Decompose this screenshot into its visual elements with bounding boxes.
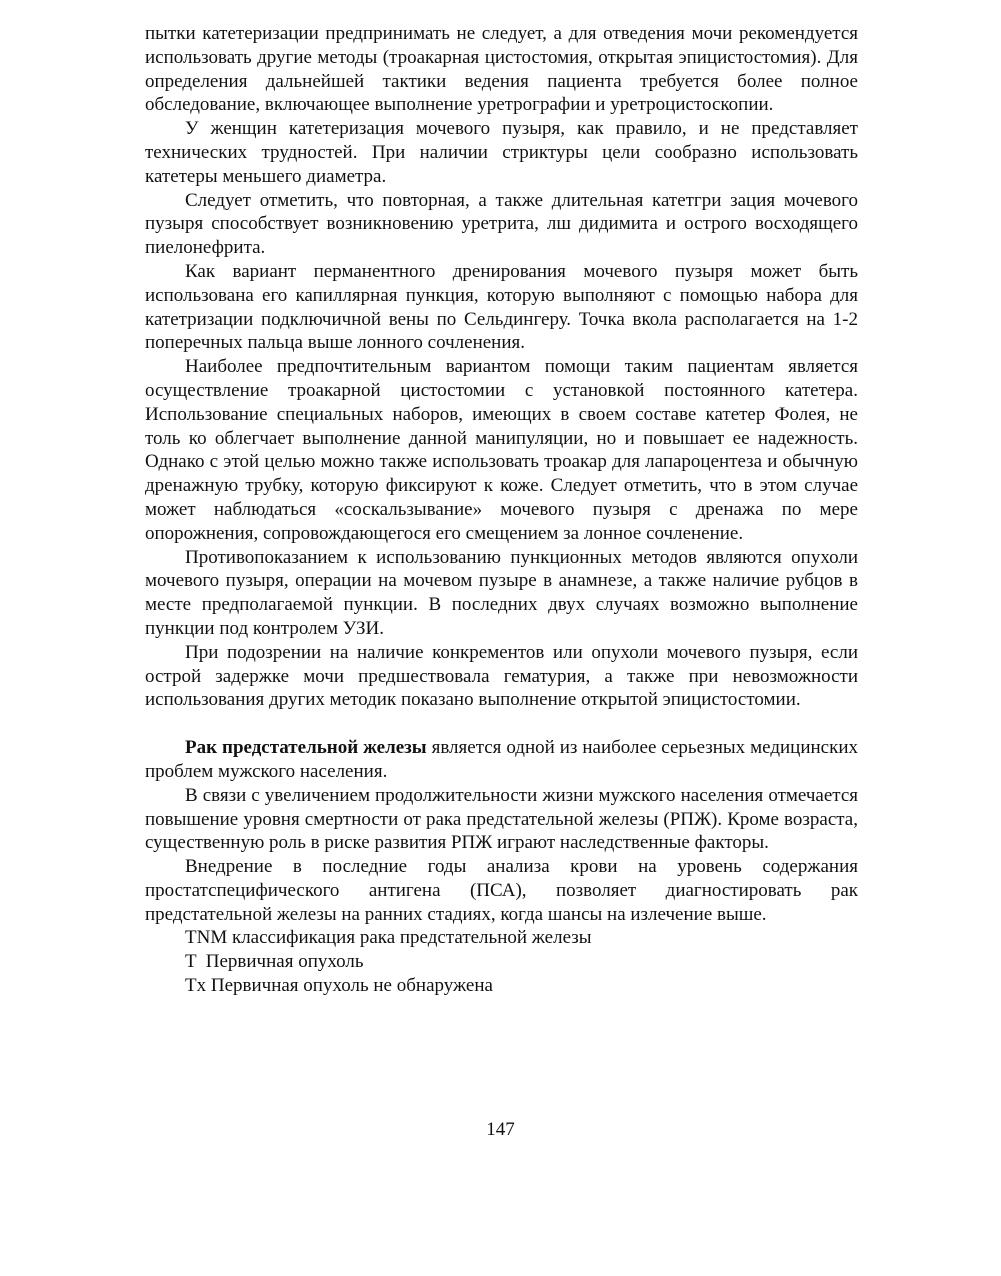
paragraph-capillary-puncture: Как вариант перманентного дренирования мочевого пузыря может быть использована его капиллярная пункция, которую выполняют с помощью набора для катетризации подключичной вены по Сельдингеру. Точка вкола располагается на 1-2 поперечных пальца выше лонного сочленения. bbox=[145, 260, 858, 354]
paragraph-women-catheterization: У женщин катетеризация мочевого пузыря, как правило, и не представляет технических трудностей. При наличии стриктуры цели сообразно использовать катетеры меньшего диаметра. bbox=[145, 118, 858, 187]
page-number: 147 bbox=[486, 1119, 515, 1140]
section-heading-prostate-cancer: Рак предстательной железы bbox=[185, 737, 427, 759]
paragraph-psa: Внедрение в последние годы анализа крови на уровень содержания простатспецифического антигена (ПСА), позволяет диагностировать рак предстательной железы на ранних стадиях, когда шансы на излечение выше. bbox=[145, 856, 858, 925]
paragraph-trocar-cystostomy: Наиболее предпочтительным вариантом помощи таким пациентам является осуществление троакарной цистостомии с установкой постоянного катетера. Использование специальных наборов, имеющих в своем составе катетер Фолея, не толь ко облегчает выполнение данной манипуляции, но и повышает ее надежность. Однако с этой целью можно также использовать троакар для лапароцентеза и обычную дренажную трубку, которую фиксируют к коже. Следует отметить, что в этом случае может наблюдаться «соскальзывание» мочевого пузыря с дренажа по мере опорожнения, сопровождающегося его смещением за лонное сочленение. bbox=[145, 356, 858, 544]
paragraph-catheterization-continuation: пытки катетеризации предпринимать не следует, а для отведения мочи рекомендуется использовать другие методы (троакарная цистостомия, открытая эпицистостомия). Для определения дальнейшей тактики ведения пациента требуется более полное обследование, включающее выполнение уретрографии и уретроцистоскопии. bbox=[145, 23, 858, 116]
tnm-classification-heading: TNM классификация рака предстательной железы bbox=[185, 927, 592, 949]
paragraph-prostate-cancer-text: является одной из наиболее серьезных медицинских проблем мужского населения. bbox=[145, 737, 858, 782]
paragraph-prostate-cancer-intro bbox=[145, 736, 858, 784]
tnm-t-line: T Первичная опухоль bbox=[185, 951, 364, 973]
paragraph-repeated-catheterization: Следует отметить, что повторная, а также длительная катетгри зация мочевого пузыря способствует возникновению уретрита, лш дидимита и острого восходящего пиелонефрита. bbox=[145, 189, 858, 259]
document-page bbox=[145, 22, 858, 998]
tnm-tx-line: Tx Первичная опухоль не обнаружена bbox=[185, 975, 493, 997]
paragraph-contraindications: Противопоказанием к использованию пункционных методов являются опухоли мочевого пузыря, операции на мочевом пузыре в анамнезе, а также наличие рубцов в месте предполагаемой пункции. В последних двух случаях возможно выполнение пункции под контролем УЗИ. bbox=[145, 546, 858, 639]
paragraph-mortality: В связи с увеличением продолжительности жизни мужского населения отмечается повышение уровня смертности от рака предстательной железы (РПЖ). Кроме возраста, существенную роль в риске развития РПЖ играют наследственные факторы. bbox=[145, 784, 858, 854]
paragraph-open-epicystostomy: При подозрении на наличие конкрементов или опухоли мочевого пузыря, если острой задержке мочи предшествовала гематурия, а также при невозможности использования других методик показано выполнение открытой эпицистостомии. bbox=[145, 641, 858, 711]
